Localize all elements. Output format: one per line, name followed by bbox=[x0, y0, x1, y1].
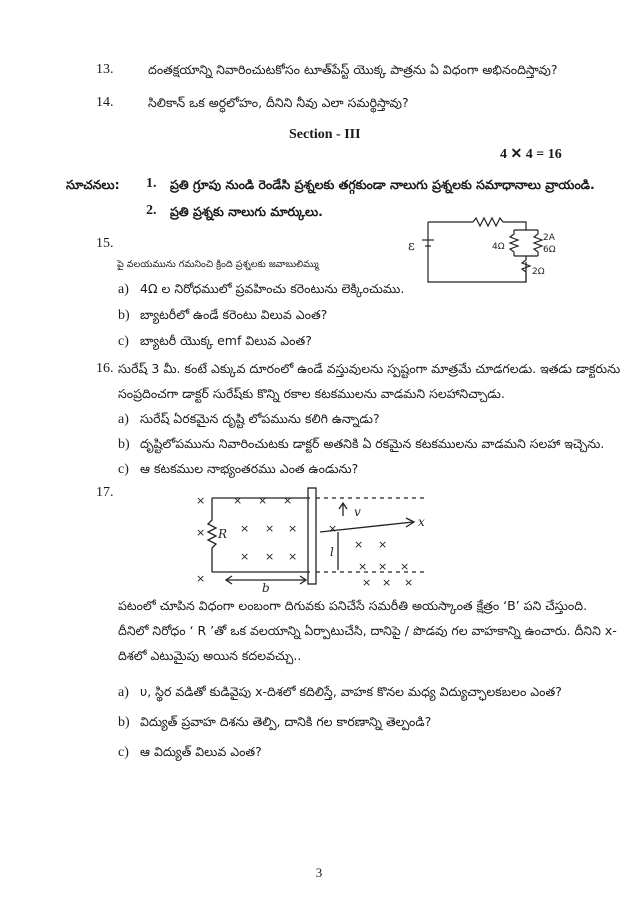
part-label: b) bbox=[118, 437, 130, 452]
svg-text:×: × bbox=[240, 550, 250, 563]
part-text: దృష్టిలోపమును నివారించుటకు డాక్టర్ అతనికి ఏ రకమైన కటకములను వాడమని సలహా ఇచ్చెను. bbox=[140, 436, 605, 451]
part-text: ఆ కటకముల నాభ్యంతరము ఎంత ఉండును? bbox=[140, 461, 359, 476]
svg-text:×: × bbox=[240, 522, 250, 535]
magnetic-field-diagram bbox=[178, 482, 436, 594]
question-17-part-c bbox=[118, 744, 262, 763]
svg-text:×: × bbox=[378, 560, 388, 573]
svg-text:×: × bbox=[382, 576, 392, 589]
question-14-number: 14. bbox=[96, 95, 114, 110]
field-resistor-label: R bbox=[218, 527, 228, 541]
svg-text:×: × bbox=[404, 576, 414, 589]
question-16-line-1: సురేష్ 3 మీ. కంటే ఎక్కువ దూరంలో ఉండే వస్తువులను స్పష్టంగా మాత్రమే చూడగలడు. ఇతడు డాక్టరును bbox=[118, 361, 621, 376]
question-16-part-b bbox=[118, 436, 604, 455]
question-13-text: దంతక్షయాన్ని నివారించుటకోసం టూత్‌పేస్ట్ యొక్క పాత్రను ఏ విధంగా అభినందిస్తావు? bbox=[148, 62, 558, 77]
question-17-part-a bbox=[118, 684, 562, 703]
svg-text:×: × bbox=[283, 494, 293, 507]
part-label: c) bbox=[118, 462, 129, 477]
circuit-emf-label: ε bbox=[408, 239, 415, 254]
part-label: a) bbox=[118, 412, 129, 427]
circuit-resistor-4ohm-label: 4Ω bbox=[492, 242, 505, 252]
part-text: ఆ విద్యుత్ విలువ ఎంత? bbox=[140, 744, 262, 759]
part-label: c) bbox=[118, 745, 129, 760]
svg-text:×: × bbox=[258, 494, 268, 507]
circuit-resistor-6ohm-label: 6Ω bbox=[543, 245, 556, 255]
svg-text:×: × bbox=[265, 550, 275, 563]
section-marks: 4 ✕ 4 = 16 bbox=[500, 147, 562, 162]
part-text: బ్యాటరీ యొక్క emf విలువ ఎంత? bbox=[140, 333, 312, 348]
section-title: Section - III bbox=[289, 127, 361, 142]
instruction-2-number: 2. bbox=[146, 203, 157, 218]
svg-text:×: × bbox=[378, 538, 388, 551]
question-17-part-b bbox=[118, 714, 431, 733]
question-16-part-a bbox=[118, 411, 380, 430]
field-x-label: x bbox=[418, 515, 425, 529]
question-13-number: 13. bbox=[96, 62, 114, 77]
svg-text:×: × bbox=[362, 576, 372, 589]
svg-text:×: × bbox=[288, 522, 298, 535]
part-label: b) bbox=[118, 715, 130, 730]
instructions-label: సూచనలు: bbox=[66, 177, 120, 192]
part-label: c) bbox=[118, 334, 129, 349]
question-15-part-a bbox=[118, 281, 404, 300]
field-length-label: l bbox=[330, 545, 334, 559]
circuit-current-2a-label: 2A bbox=[543, 233, 555, 243]
question-17-number: 17. bbox=[96, 485, 114, 500]
svg-text:×: × bbox=[196, 572, 206, 585]
instruction-2-text: ప్రతి ప్రశ్నకు నాలుగు మార్కులు. bbox=[170, 204, 323, 219]
question-15-part-b bbox=[118, 307, 327, 326]
part-text: సురేష్ ఏరకమైన దృష్టి లోపమును కలిగి ఉన్నాడు? bbox=[140, 411, 380, 426]
question-17-line-2: దీనిలో నిరోధం ‘ R ’తో ఒక వలయాన్ని ఏర్పాటుచేసి, దానిపై / పొడవు గల వాహకాన్ని ఉంచారు. దీనిని x- bbox=[118, 623, 617, 638]
svg-text:×: × bbox=[288, 550, 298, 563]
part-text: 4Ω ల నిరోధములో ప్రవహించు కరెంటును లెక్కించుము. bbox=[140, 281, 405, 296]
part-label: a) bbox=[118, 685, 129, 700]
svg-text:×: × bbox=[328, 522, 338, 535]
circuit-resistor-2ohm-label: 2Ω bbox=[532, 267, 545, 277]
circuit-diagram bbox=[388, 202, 566, 290]
question-14-text: సిలికాన్ ఒక అర్ధలోహం, దీనిని నీవు ఎలా సమర్థిస్తావు? bbox=[148, 95, 409, 110]
svg-text:×: × bbox=[354, 538, 364, 551]
question-16-number: 16. bbox=[96, 361, 114, 376]
question-15-number: 15. bbox=[96, 236, 114, 251]
question-15-part-c bbox=[118, 333, 312, 352]
svg-text:×: × bbox=[265, 522, 275, 535]
part-text: బ్యాటరీలో ఉండే కరెంటు విలువ ఎంత? bbox=[140, 307, 328, 322]
part-label: a) bbox=[118, 282, 129, 297]
page-number: 3 bbox=[315, 865, 323, 880]
svg-text:×: × bbox=[400, 560, 410, 573]
question-16-part-c bbox=[118, 461, 358, 480]
field-velocity-label: v bbox=[354, 505, 361, 519]
svg-text:×: × bbox=[196, 526, 206, 539]
field-b-label: b bbox=[262, 581, 270, 594]
part-label: b) bbox=[118, 308, 130, 323]
instruction-1-number: 1. bbox=[146, 176, 157, 191]
question-17-line-1: పటంలో చూపిన విధంగా లంబంగా దిగువకు పనిచేసే సమరీతి అయస్కాంత క్షేత్రం ‘B’ పని చేస్తుంది. bbox=[118, 598, 588, 613]
part-text: υ, స్థిర వడితో కుడివైపు x-దిశలో కదిలిస్తే, వాహక కొనల మధ్య విద్యుచ్ఛాలకబలం ఎంత? bbox=[140, 684, 562, 699]
svg-text:×: × bbox=[196, 494, 206, 507]
question-17-line-3: దిశలో ఎటుమైపు అయిన కదలవచ్చు.. bbox=[118, 648, 302, 663]
instruction-1-text: ప్రతి గ్రూపు నుండి రెండేసి ప్రశ్నలకు తగ్గకుండా నాలుగు ప్రశ్నలకు సమాధానాలు వ్రాయండి. bbox=[170, 177, 595, 192]
question-16-line-2: సంప్రదించగా డాక్టర్ సురేష్‌కు కొన్ని రకాల కటకములను వాడమని సలహానిచ్చాడు. bbox=[118, 386, 505, 401]
part-text: విద్యుత్ ప్రవాహ దిశను తెల్పి, దానికి గల కారణాన్ని తెల్పండి? bbox=[140, 714, 432, 729]
question-15-intro: పై వలయమును గమనించి క్రింది ప్రశ్నలకు జవాబులిమ్ము bbox=[117, 259, 319, 270]
svg-text:×: × bbox=[358, 560, 368, 573]
svg-text:×: × bbox=[233, 494, 243, 507]
